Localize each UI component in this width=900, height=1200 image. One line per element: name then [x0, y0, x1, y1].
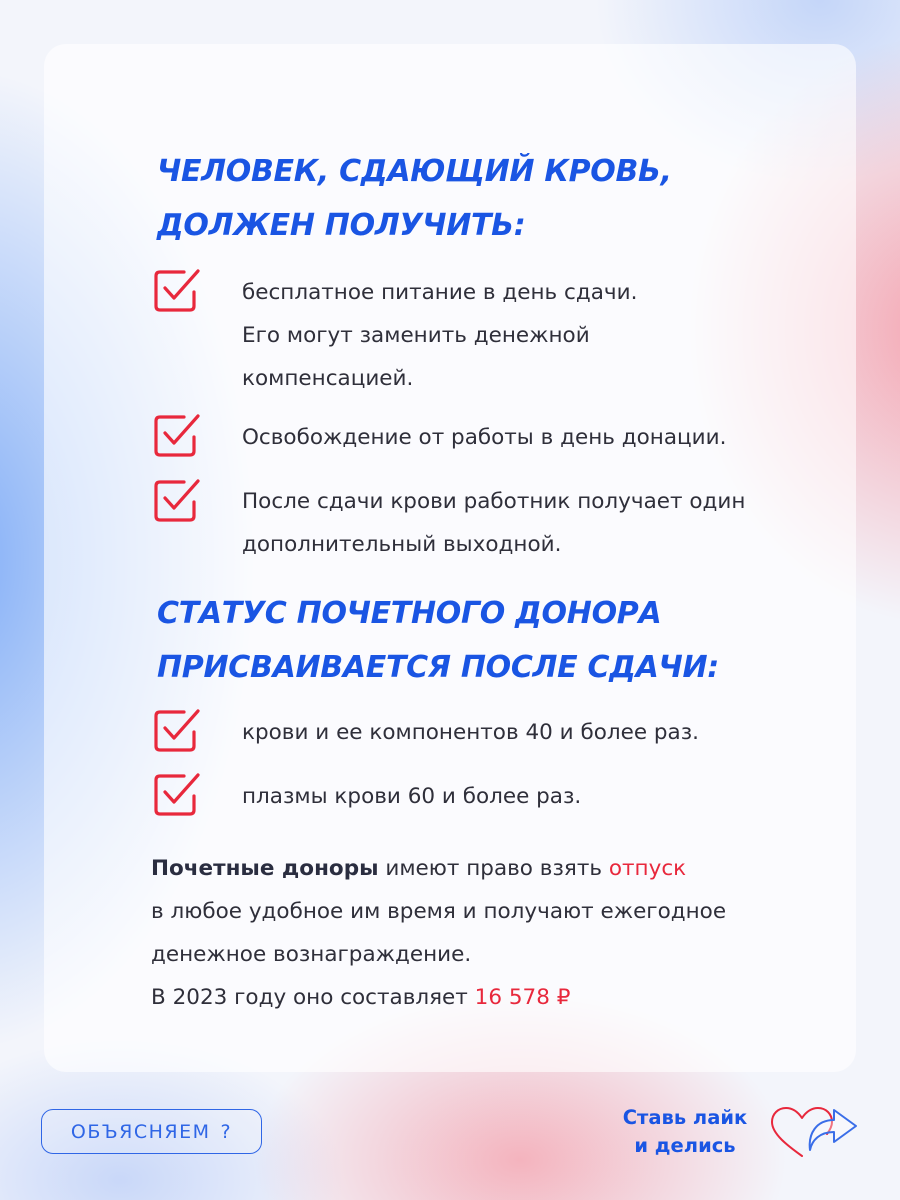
question-mark-icon: ? — [220, 1120, 233, 1143]
share-arrow-icon — [810, 1110, 856, 1150]
right-item-1-line-3: компенсацией. — [242, 366, 414, 391]
honorary-donor-note — [151, 847, 726, 1019]
share-line-1: Ставь лайк — [622, 1106, 748, 1129]
right-item-3-line-1: После сдачи крови работник получает один — [242, 489, 746, 514]
checkbox-check-icon — [152, 772, 204, 818]
note-line-2: в любое удобное им время и получают ежегодное — [151, 899, 727, 924]
note-amount-prefix: В 2023 году оно составляет — [151, 985, 475, 1010]
share-line-2: и делись — [634, 1134, 736, 1157]
right-item-3-line-2: дополнительный выходной. — [242, 532, 562, 557]
checkbox-check-icon — [152, 708, 204, 754]
right-item-3 — [242, 480, 745, 566]
condition-item-2 — [242, 775, 581, 818]
checkbox-check-icon — [152, 413, 204, 459]
rights-heading — [157, 145, 672, 253]
checkbox-check-icon — [152, 268, 204, 314]
note-line-3: денежное вознаграждение. — [151, 942, 472, 967]
condition-item-1-line-1: крови и ее компонентов 40 и более раз. — [242, 720, 699, 745]
note-text-1: имеют право взять — [378, 856, 609, 881]
share-call-to-action[interactable] — [610, 1104, 760, 1160]
rights-heading-line-1: ЧЕЛОВЕК, СДАЮЩИЙ КРОВЬ, — [157, 154, 672, 189]
note-line-4 — [151, 976, 726, 1019]
condition-item-1 — [242, 711, 699, 754]
rights-heading-line-2: ДОЛЖЕН ПОЛУЧИТЬ: — [157, 208, 526, 243]
note-highlight-vacation: отпуск — [608, 856, 687, 881]
condition-item-2-line-1: плазмы крови 60 и более раз. — [242, 784, 582, 809]
checkbox-check-icon — [152, 478, 204, 524]
explain-tag-button[interactable] — [41, 1109, 262, 1154]
like-share-icon[interactable] — [766, 1104, 862, 1160]
right-item-2-line-1: Освобождение от работы в день донации. — [242, 425, 727, 450]
right-item-1-line-1: бесплатное питание в день сдачи. — [242, 280, 638, 305]
explain-tag-label: ОБЪЯСНЯЕМ — [70, 1120, 211, 1143]
right-item-1 — [242, 271, 637, 400]
right-item-1-line-2: Его могут заменить денежной — [242, 323, 590, 348]
note-amount: 16 578 ₽ — [474, 985, 571, 1010]
note-bold-term: Почетные доноры — [151, 856, 379, 881]
right-item-2 — [242, 416, 726, 459]
note-line-1 — [151, 847, 726, 890]
honorary-donor-heading — [157, 587, 719, 695]
honorary-donor-heading-line-2: ПРИСВАИВАЕТСЯ ПОСЛЕ СДАЧИ: — [157, 650, 719, 685]
honorary-donor-heading-line-1: СТАТУС ПОЧЕТНОГО ДОНОРА — [157, 596, 662, 631]
